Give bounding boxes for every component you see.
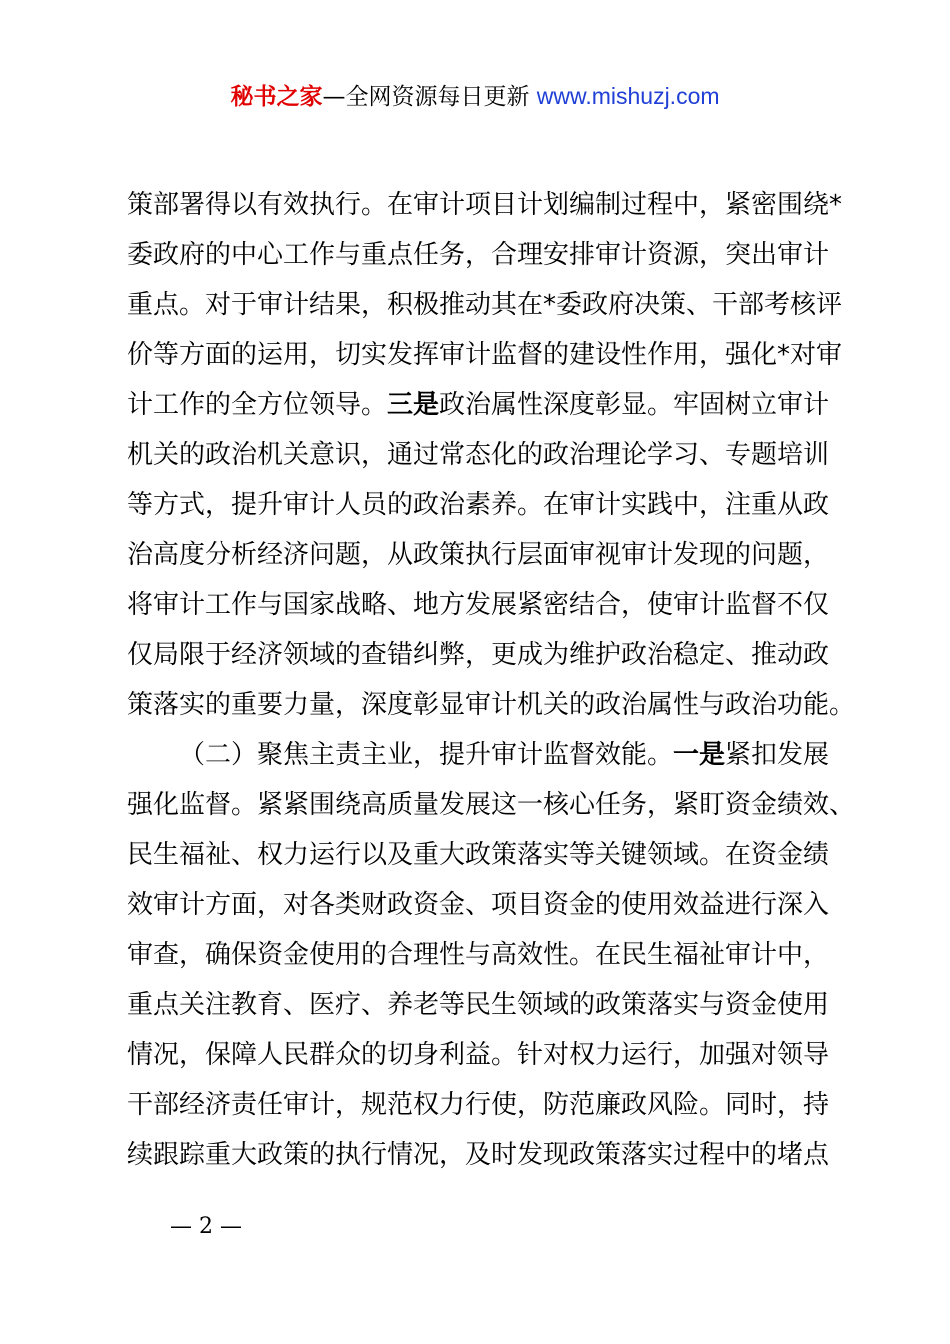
text-segment: 计工作的全方位领导。 [127,390,388,420]
text-line: 委政府的中心工作与重点任务，合理安排审计资源，突出审计 [127,240,830,270]
document-body [127,180,856,1180]
text-segment: 政治属性深度彰显。牢固树立审计 [439,390,830,420]
section-heading-line [127,730,837,780]
site-header [0,80,950,113]
text-line: 强化监督。紧紧围绕高质量发展这一核心任务，紧盯资金绩效、 [127,790,856,820]
header-tagline: 全网资源每日更新 [345,84,530,110]
text-line [127,380,837,430]
bold-lead: 三是 [387,390,440,420]
text-line: 审查，确保资金使用的合理性与高效性。在民生福祉审计中， [127,940,830,970]
text-line: 情况，保障人民群众的切身利益。针对权力运行，加强对领导 [127,1040,830,1070]
text-line: 重点关注教育、医疗、养老等民生领域的政策落实与资金使用 [127,990,830,1020]
site-url-link[interactable]: www.mishuzj.com [536,83,720,109]
text-line: 价等方面的运用，切实发挥审计监督的建设性作用，强化*对审 [127,340,843,370]
text-line: 效审计方面，对各类财政资金、项目资金的使用效益进行深入 [127,890,830,920]
text-line: 民生福祉、权力运行以及重大政策落实等关键领域。在资金绩 [127,840,830,870]
text-segment: 紧扣发展 [725,740,830,770]
section-heading: （二）聚焦主责主业，提升审计监督效能。 [179,740,674,770]
text-line: 将审计工作与国家战略、地方发展紧密结合，使审计监督不仅 [127,590,830,620]
text-line: 续跟踪重大政策的执行情况，及时发现政策落实过程中的堵点 [127,1140,830,1170]
text-line: 等方式，提升审计人员的政治素养。在审计实践中，注重从政 [127,490,830,520]
text-line: 治高度分析经济问题，从政策执行层面审视审计发现的问题， [127,540,830,570]
page-number: — 2 — [170,1214,242,1239]
header-separator: — [322,84,346,110]
text-line: 机关的政治机关意识，通过常态化的政治理论学习、专题培训 [127,440,830,470]
text-line: 重点。对于审计结果，积极推动其在*委政府决策、干部考核评 [127,290,843,320]
brand-name: 秘书之家 [230,84,323,110]
bold-lead: 一是 [673,740,726,770]
text-line: 仅局限于经济领域的查错纠弊，更成为维护政治稳定、推动政 [127,640,830,670]
text-line: 干部经济责任审计，规范权力行使，防范廉政风险。同时，持 [127,1090,830,1120]
text-line: 策落实的重要力量，深度彰显审计机关的政治属性与政治功能。 [127,690,856,720]
text-line: 策部署得以有效执行。在审计项目计划编制过程中，紧密围绕* [127,190,843,220]
